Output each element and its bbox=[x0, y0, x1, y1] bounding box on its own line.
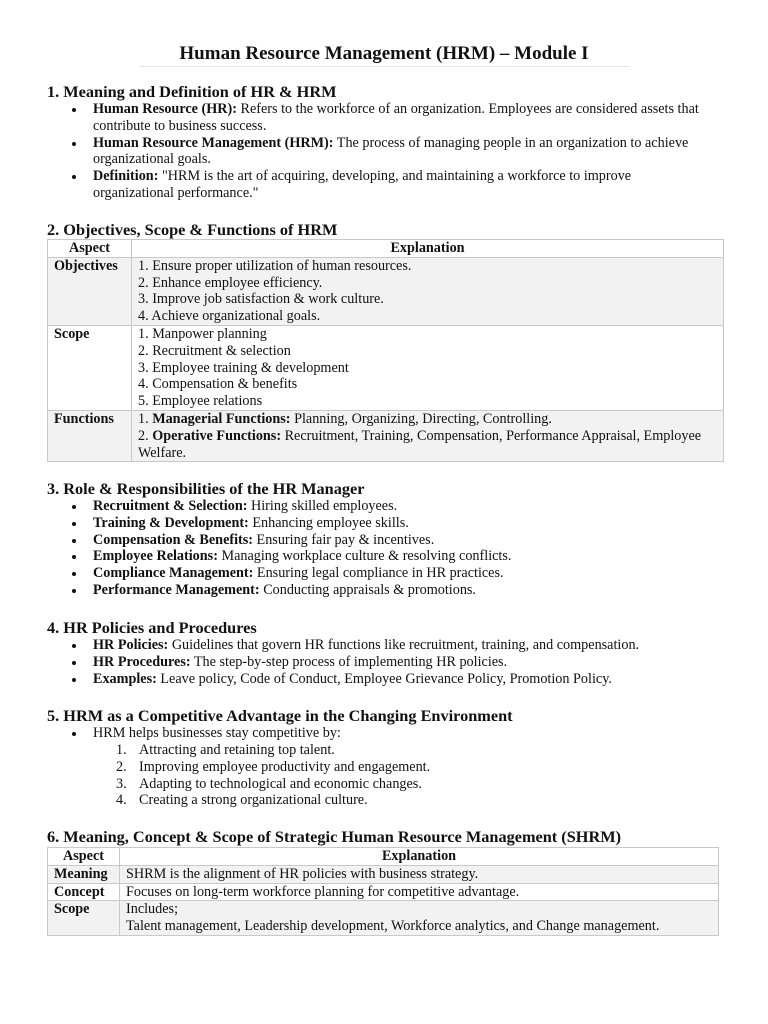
objective-line: 4. Achieve organizational goals. bbox=[138, 308, 321, 325]
list-item bbox=[93, 498, 703, 515]
list-item bbox=[93, 725, 703, 742]
item-label: Recruitment & Selection: bbox=[93, 498, 248, 514]
item-number: 2. bbox=[116, 758, 127, 775]
item-text: Ensuring legal compliance in HR practices. bbox=[253, 565, 504, 582]
list-item bbox=[93, 671, 703, 688]
item-label: Human Resource Management (HRM): bbox=[93, 134, 334, 151]
function-number: 1. bbox=[138, 410, 153, 427]
table-row bbox=[48, 865, 719, 883]
shrm-table bbox=[47, 847, 719, 936]
list-item bbox=[93, 101, 703, 135]
section-5-list bbox=[93, 725, 703, 742]
table-row bbox=[48, 325, 724, 410]
item-text: Attracting and retaining top talent. bbox=[139, 742, 335, 758]
competitive-advantage-list bbox=[116, 742, 699, 809]
objective-line: 1. Ensure proper utilization of human resources. bbox=[138, 257, 412, 274]
scope-line: 2. Recruitment & selection bbox=[138, 342, 291, 359]
list-item bbox=[93, 548, 703, 565]
item-text: Adapting to technological and economic changes. bbox=[139, 775, 422, 792]
objective-line: 2. Enhance employee efficiency. bbox=[138, 274, 323, 291]
item-text: "HRM is the art of acquiring, developing, and maintaining a workforce to improve organizational performance." bbox=[93, 168, 632, 201]
objective-line: 3. Improve job satisfaction & work culture. bbox=[138, 291, 384, 308]
section-3-heading: 3. Role & Responsibilities of the HR Manager bbox=[47, 479, 365, 498]
section-6-heading: 6. Meaning, Concept & Scope of Strategic Human Resource Management (SHRM) bbox=[47, 827, 621, 846]
item-label: HR Procedures: bbox=[93, 653, 191, 670]
item-text: Guidelines that govern HR functions like recruitment, training, and compensation. bbox=[168, 637, 640, 653]
function-label: Operative Functions: bbox=[152, 427, 282, 444]
table-header-row bbox=[48, 848, 719, 866]
list-item bbox=[93, 532, 703, 549]
item-text: The step-by-step process of implementing HR policies. bbox=[190, 653, 508, 670]
column-header-aspect: Aspect bbox=[48, 848, 120, 866]
explanation-cell: Focuses on long-term workforce planning for competitive advantage. bbox=[120, 883, 719, 901]
title-divider bbox=[140, 66, 630, 67]
list-item bbox=[93, 168, 703, 202]
list-item bbox=[116, 775, 699, 793]
function-line bbox=[138, 411, 717, 428]
list-item bbox=[93, 565, 703, 582]
function-text: Planning, Organizing, Directing, Controlling. bbox=[290, 410, 552, 427]
column-header-explanation: Explanation bbox=[132, 240, 724, 258]
item-text: Leave policy, Code of Conduct, Employee Grievance Policy, Promotion Policy. bbox=[156, 670, 612, 687]
item-text: HRM helps businesses stay competitive by: bbox=[93, 725, 341, 741]
list-item bbox=[93, 654, 703, 671]
section-4-list bbox=[93, 637, 703, 687]
list-item bbox=[116, 792, 699, 809]
item-text: Conducting appraisals & promotions. bbox=[259, 581, 476, 598]
table-header-row bbox=[48, 240, 724, 258]
section-1-heading: 1. Meaning and Definition of HR & HRM bbox=[47, 82, 337, 101]
item-text: Improving employee productivity and engagement. bbox=[139, 758, 431, 775]
section-4-heading: 4. HR Policies and Procedures bbox=[47, 618, 257, 637]
item-text: Hiring skilled employees. bbox=[247, 498, 398, 514]
item-number: 1. bbox=[116, 742, 127, 758]
scope-line: 5. Employee relations bbox=[138, 393, 263, 410]
item-text: Enhancing employee skills. bbox=[248, 514, 409, 531]
item-text: Ensuring fair pay & incentives. bbox=[253, 531, 435, 548]
scope-line: 1. Manpower planning bbox=[138, 325, 267, 342]
list-item bbox=[116, 742, 699, 759]
aspect-cell: Meaning bbox=[48, 865, 120, 883]
aspect-cell: Scope bbox=[48, 325, 132, 410]
function-line bbox=[138, 428, 717, 462]
item-label: HR Policies: bbox=[93, 637, 169, 653]
list-item bbox=[93, 135, 703, 169]
item-text: Creating a strong organizational culture. bbox=[139, 792, 368, 809]
item-label: Human Resource (HR): bbox=[93, 101, 237, 117]
scope-line: 3. Employee training & development bbox=[138, 359, 349, 376]
list-item bbox=[116, 758, 699, 776]
item-label: Compensation & Benefits: bbox=[93, 531, 253, 548]
item-label: Performance Management: bbox=[93, 581, 260, 598]
function-label: Managerial Functions: bbox=[152, 410, 291, 427]
aspect-cell: Concept bbox=[48, 883, 120, 901]
list-item bbox=[93, 637, 703, 654]
column-header-aspect: Aspect bbox=[48, 240, 132, 258]
scope-intro: Includes; bbox=[126, 901, 179, 918]
section-2-heading: 2. Objectives, Scope & Functions of HRM bbox=[47, 220, 338, 239]
item-text: Managing workplace culture & resolving conflicts. bbox=[217, 548, 512, 565]
column-header-explanation: Explanation bbox=[120, 848, 719, 866]
table-row bbox=[48, 901, 719, 936]
function-text: Recruitment, Training, Compensation, Performance Appraisal, Employee Welfare. bbox=[138, 427, 702, 461]
item-text: The process of managing people in an organization to achieve organizational goals. bbox=[93, 134, 689, 168]
item-label: Training & Development: bbox=[93, 514, 249, 531]
document-title: Human Resource Management (HRM) – Module I bbox=[179, 43, 589, 64]
table-row bbox=[48, 410, 724, 461]
explanation-cell: SHRM is the alignment of HR policies with business strategy. bbox=[120, 865, 719, 883]
aspect-cell: Scope bbox=[48, 901, 120, 936]
item-number: 3. bbox=[116, 775, 127, 792]
item-label: Employee Relations: bbox=[93, 548, 218, 565]
table-row bbox=[48, 883, 719, 901]
table-row bbox=[48, 257, 724, 325]
explanation-cell bbox=[132, 410, 724, 461]
scope-line: 4. Compensation & benefits bbox=[138, 376, 298, 393]
explanation-cell bbox=[120, 901, 719, 936]
explanation-cell bbox=[132, 257, 724, 325]
item-text: Refers to the workforce of an organization. Employees are considered assets that contribute to business success. bbox=[93, 101, 699, 134]
item-label: Compliance Management: bbox=[93, 565, 254, 582]
hrm-objectives-table bbox=[47, 239, 724, 462]
list-item bbox=[93, 582, 703, 599]
aspect-cell: Functions bbox=[48, 410, 132, 461]
section-1-list bbox=[93, 101, 703, 202]
scope-detail: Talent management, Leadership development, Workforce analytics, and Change management. bbox=[126, 918, 660, 935]
section-3-list bbox=[93, 498, 703, 599]
item-number: 4. bbox=[116, 792, 127, 809]
section-5-heading: 5. HRM as a Competitive Advantage in the Changing Environment bbox=[47, 706, 513, 725]
explanation-cell bbox=[132, 325, 724, 410]
item-label: Examples: bbox=[93, 670, 157, 687]
function-number: 2. bbox=[138, 427, 153, 444]
aspect-cell: Objectives bbox=[48, 257, 132, 325]
list-item bbox=[93, 515, 703, 532]
item-label: Definition: bbox=[93, 168, 159, 185]
